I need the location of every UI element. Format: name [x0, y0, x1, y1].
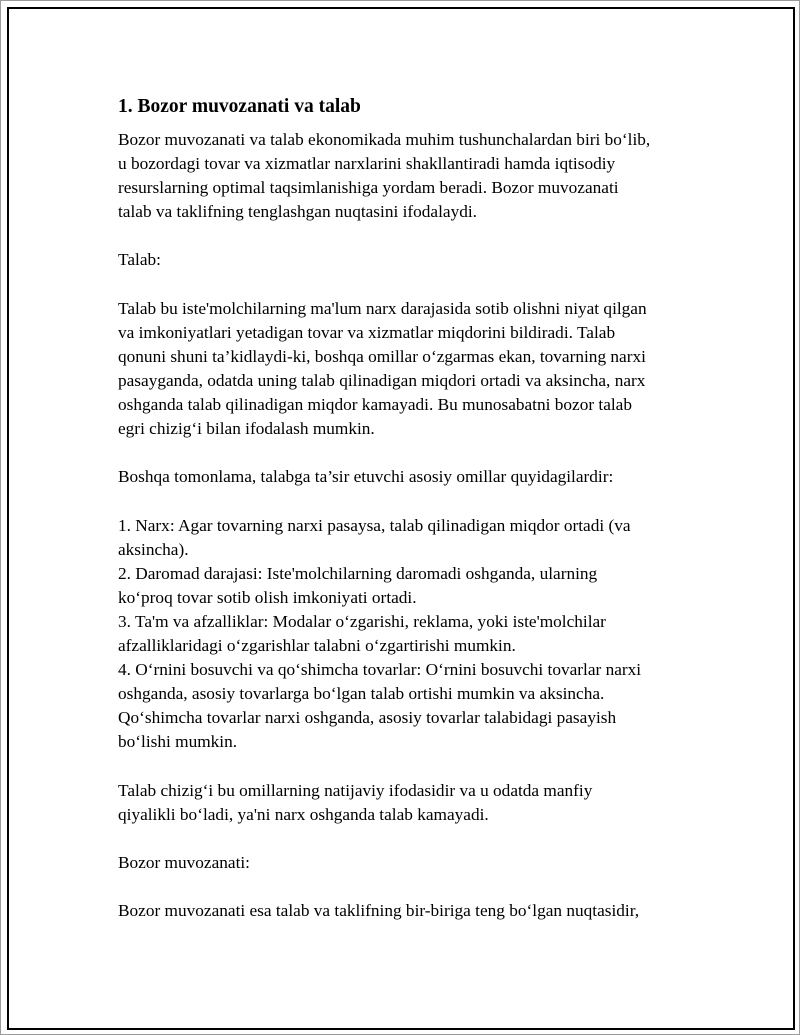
- paragraph-demand-curve: Talab chizig‘i bu omillarning natijaviy ifodasidir va u odatda manfiy qiyalikli bo‘ladi, ya'ni narx oshganda talab kamayadi.: [118, 780, 593, 824]
- document-body: [118, 94, 708, 947]
- paragraph-equilibrium: Bozor muvozanati esa talab va taklifning bir-biriga teng bo‘lgan nuqtasidir,: [118, 901, 640, 920]
- heading-bozor-muvozanati: Bozor muvozanati:: [118, 852, 250, 872]
- document-title: 1. Bozor muvozanati va talab: [118, 96, 361, 117]
- paragraph-factors-intro: Boshqa tomonlama, talabga ta’sir etuvchi asosiy omillar quyidagilardir:: [118, 467, 614, 487]
- paragraph-talab-definition: Talab bu iste'molchilarning ma'lum narx darajasida sotib olishni niyat qilgan va imkoniyatlari yetadigan tovar va xizmatlar miqdorini bildiradi. Talab qonuni shuni ta’kidlaydi-ki, boshqa omillar o‘zgarmas ekan, tovarning narxi pasayganda, odatda uning talab qilinadigan miqdori ortadi va aksincha, narx oshganda talab qilinadigan miqdor kamayadi. Bu munosabatni bozor talab egri chizig‘i bilan ifodalash mumkin.: [118, 298, 647, 439]
- paragraph-intro: Bozor muvozanati va talab ekonomikada muhim tushunchalardan biri bo‘lib, u bozordagi tovar va xizmatlar narxlarini shakllantiradi hamda iqtisodiy resurslarning optimal taqsimlanishiga yordam beradi. Bozor muvozanati talab va taklifning tenglashgan nuqtasini ifodalaydi.: [118, 130, 651, 222]
- heading-talab: Talab:: [118, 250, 161, 270]
- factors-list: 1. Narx: Agar tovarning narxi pasaysa, talab qilinadigan miqdor ortadi (va aksincha). 2. Daromad darajasi: Iste'molchilarning daromadi oshganda, ularning ko‘proq tovar sotib olish imkoniyati ortadi. 3. Ta'm va afzalliklar: Modalar o‘zgarishi, reklama, yoki iste'molchilar afzalliklaridagi o‘zgarishlar talabni o‘zgartirishi mumkin. 4. O‘rnini bosuvchi va qo‘shimcha tovarlar: O‘rnini bosuvchi tovarlar narxi oshganda, asosiy tovarlarga bo‘lgan talab ortishi mumkin va aksincha. Qo‘shimcha tovarlar narxi oshganda, asosiy tovarlar talabidagi pasayish bo‘lishi mumkin.: [118, 515, 642, 752]
